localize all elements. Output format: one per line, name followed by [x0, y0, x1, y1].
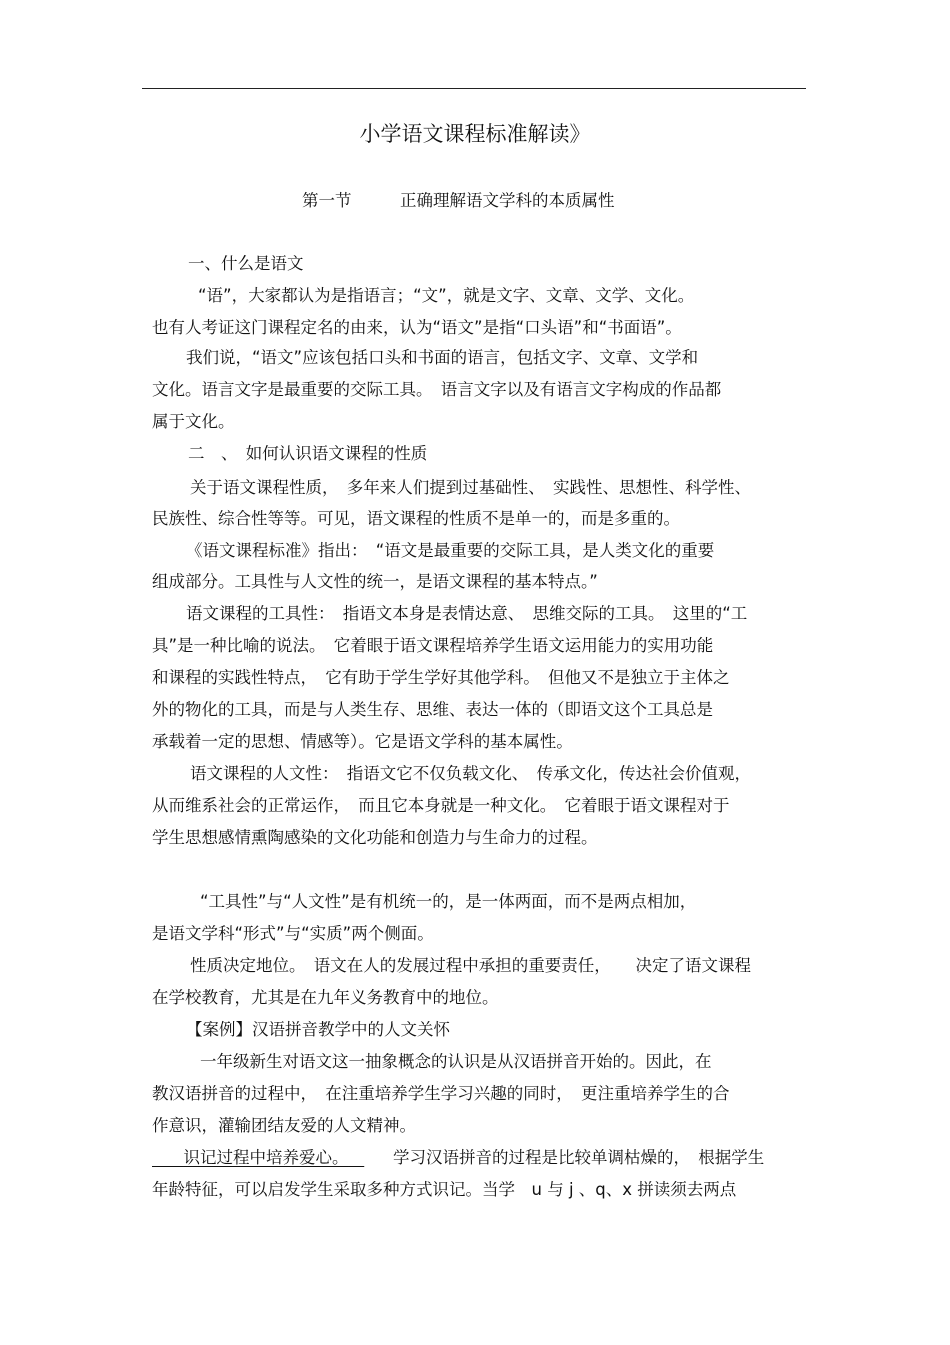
paragraph-line: 我们说，“语文”应该包括口头和书面的语言，包括文字、文章、文学和 [186, 348, 699, 367]
paragraph-line: 《语文课程标准》指出： “语文是最重要的交际工具，是人类文化的重要 [186, 541, 715, 560]
paragraph-line: 承载着一定的思想、情感等）。它是语文学科的基本属性。 [152, 732, 573, 751]
paragraph-line: 组成部分。工具性与人文性的统一，是语文课程的基本特点。” [152, 572, 598, 591]
paragraph-line: “工具性”与“人文性”是有机统一的，是一体两面，而不是两点相加， [200, 892, 697, 911]
paragraph-line: 也有人考证这门课程定名的由来，认为“语文”是指“口头语”和“书面语”。 [152, 318, 682, 337]
paragraph-line: 教汉语拼音的过程中， 在注重培养学生学习兴趣的同时， 更注重培养学生的合 [152, 1084, 730, 1103]
heading-course-nature: 二 、 如何认识语文课程的性质 [188, 444, 428, 463]
paragraph-line: 文化。语言文字是最重要的交际工具。 语言文字以及有语言文字构成的作品都 [152, 380, 722, 399]
paragraph-line: 关于语文课程性质， 多年来人们提到过基础性、 实践性、思想性、科学性、 [190, 478, 751, 497]
case-heading: 【案例】汉语拼音教学中的人文关怀 [186, 1020, 450, 1039]
paragraph-line: 具”是一种比喻的说法。 它着眼于语文课程培养学生语文运用能力的实用功能 [152, 636, 714, 655]
document-title: 小学语文课程标准解读》 [359, 122, 591, 146]
header-rule [142, 88, 806, 89]
paragraph-line: 从而维系社会的正常运作， 而且它本身就是一种文化。 它着眼于语文课程对于 [152, 796, 730, 815]
heading-what-is-chinese: 一、什么是语文 [188, 254, 304, 273]
paragraph-line: 语文课程的人文性： 指语文它不仅负载文化、 传承文化，传达社会价值观， [190, 764, 751, 783]
paragraph-line: 年龄特征，可以启发学生采取多种方式识记。当学 u 与 j 、q、x 拼读须去两点 [152, 1180, 737, 1199]
paragraph-line: 语文课程的工具性： 指语文本身是表情达意、 思维交际的工具。 这里的“工 [186, 604, 748, 623]
paragraph-line: 性质决定地位。 语文在人的发展过程中承担的重要责任， 决定了语文课程 [190, 956, 751, 975]
paragraph-line: 学习汉语拼音的过程是比较单调枯燥的， 根据学生 [393, 1148, 765, 1167]
section-number: 第一节 [302, 191, 352, 210]
paragraph-line: 作意识，灌输团结友爱的人文精神。 [152, 1116, 416, 1135]
paragraph-line: 民族性、综合性等等。可见，语文课程的性质不是单一的，而是多重的。 [152, 509, 680, 528]
paragraph-line: 外的物化的工具，而是与人类生存、思维、表达一体的（即语文这个工具总是 [152, 700, 713, 719]
paragraph-line: 属于文化。 [152, 412, 235, 431]
paragraph-line: 在学校教育，尤其是在九年义务教育中的地位。 [152, 988, 499, 1007]
paragraph-line: 学生思想感情熏陶感染的文化功能和创造力与生命力的过程。 [152, 828, 598, 847]
paragraph-line: 是语文学科“形式”与“实质”两个侧面。 [152, 924, 434, 943]
paragraph-line: 一年级新生对语文这一抽象概念的认识是从汉语拼音开始的。因此，在 [200, 1052, 712, 1071]
paragraph-line: 和课程的实践性特点， 它有助于学生学好其他学科。 但他又不是独立于主体之 [152, 668, 730, 687]
paragraph-line: “语”，大家都认为是指语言；“文”，就是文字、文章、文学、文化。 [198, 286, 695, 305]
underlined-heading: 识记过程中培养爱心。 [183, 1148, 349, 1167]
section-name: 正确理解语文学科的本质属性 [400, 191, 615, 210]
